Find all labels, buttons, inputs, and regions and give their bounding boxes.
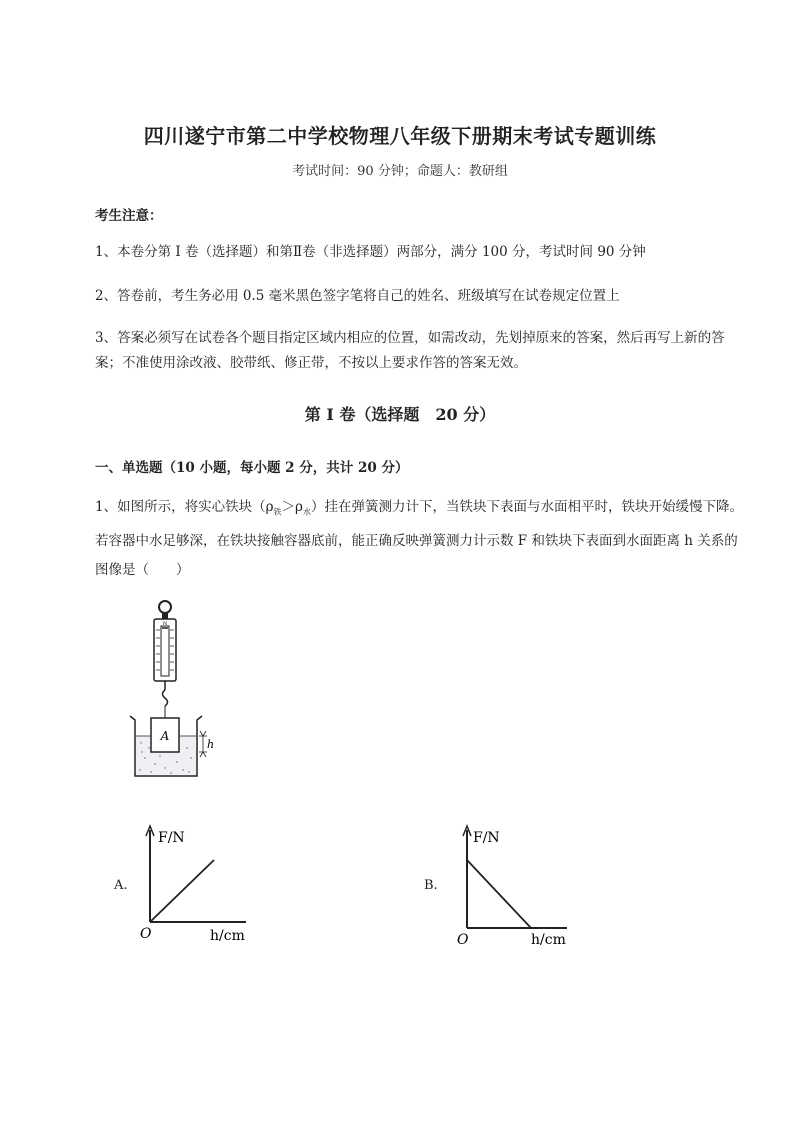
- spring-scale-figure: [125, 598, 225, 780]
- option-b-y-axis-label: F/N: [473, 830, 500, 846]
- section-title: 第 I 卷（选择题 20 分）: [304, 405, 496, 424]
- svg-text:N: N: [162, 621, 168, 627]
- notice-item-2: 2、答卷前，考生务必用 0.5 毫米黑色签字笔将自己的姓名、班级填写在试卷规定位置上: [95, 288, 620, 304]
- option-a-label[interactable]: A.: [114, 878, 128, 893]
- option-b-x-axis-label: h/cm: [531, 932, 566, 948]
- option-b-line: [467, 860, 531, 928]
- option-b-origin: O: [457, 932, 469, 948]
- svg-text:A: A: [160, 729, 170, 743]
- option-b-graph[interactable]: [455, 822, 580, 948]
- document-title: 四川遂宁市第二中学校物理八年级下册期末考试专题训练: [143, 124, 657, 148]
- svg-text:h: h: [207, 738, 215, 751]
- option-a-x-axis-label: h/cm: [210, 928, 245, 944]
- option-b-label[interactable]: B.: [424, 878, 438, 893]
- option-a-origin: O: [140, 926, 152, 942]
- question-1-text: 1、如图所示，将实心铁块$(\rho_铁>\rho_水)$挂在弹簧测力计下，当铁块下表面与水面相平时，铁块开始缓慢下降。若容器中水足够深，在铁块接触容器底前，能正确反映弹簧测力计示数 F 和铁块下表面到水面距离 h 关系的图像是（ ）: [95, 499, 743, 578]
- option-a-y-axis-label: F/N: [158, 830, 185, 846]
- notice-item-1: 1、本卷分第 I 卷（选择题）和第Ⅱ卷（非选择题）两部分，满分 100 分，考试时间 90 分钟: [95, 244, 646, 260]
- option-a-graph[interactable]: [138, 822, 258, 944]
- notice-item-3: 3、答案必须写在试卷各个题目指定区域内相应的位置，如需改动，先划掉原来的答案，然后再写上新的答案；不准使用涂改液、胶带纸、修正带，不按以上要求作答的答案无效。: [95, 330, 725, 371]
- notice-heading: 考生注意：: [95, 208, 163, 224]
- option-a-line: [150, 860, 214, 922]
- part-heading: 一、单选题（10 小题，每小题 2 分，共计 20 分）: [95, 460, 409, 476]
- exam-info: 考试时间：90 分钟；命题人：教研组: [292, 164, 508, 179]
